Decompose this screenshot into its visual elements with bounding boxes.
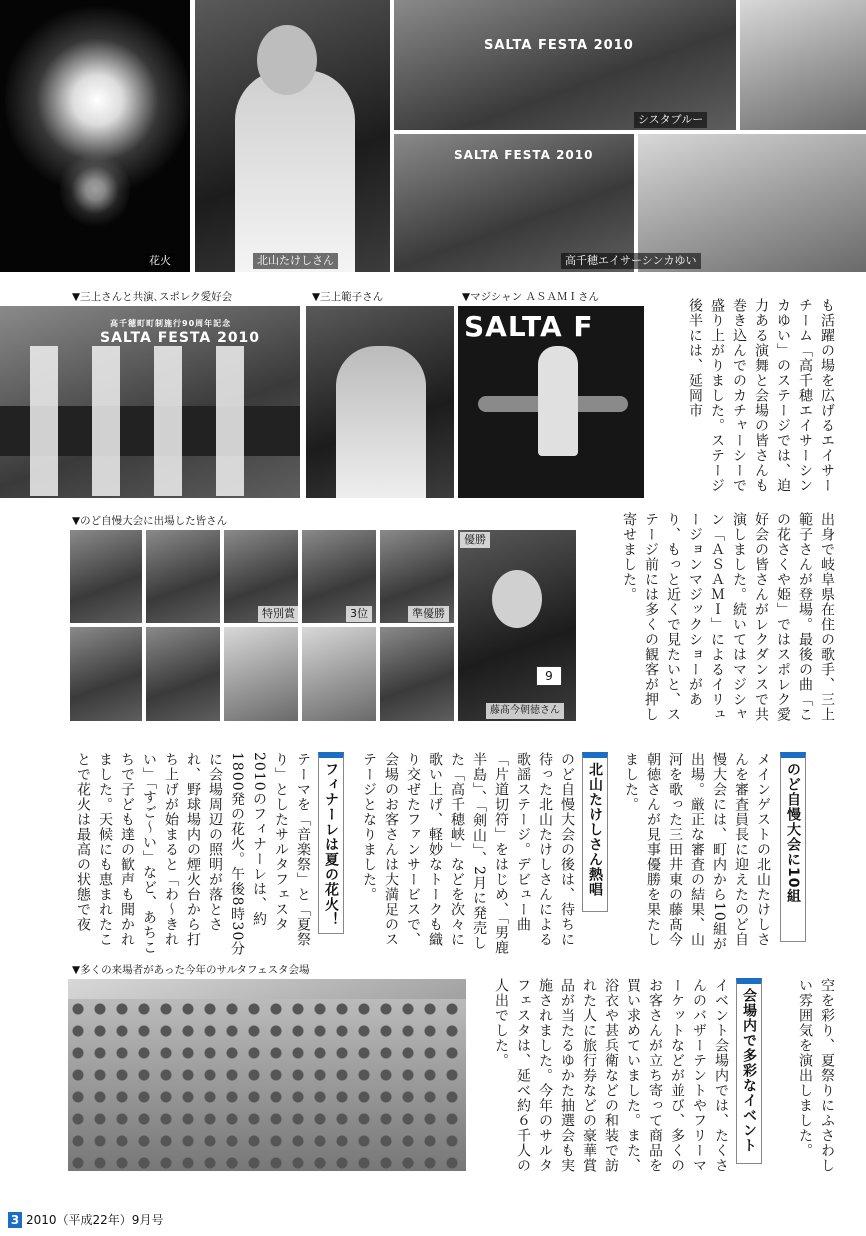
contestant-10 [380, 627, 454, 721]
magic-photo-label: ▼マジシャン ＡＳＡＭＩさん [462, 291, 599, 303]
magician-figure [538, 346, 578, 456]
contestant-5 [380, 530, 454, 623]
article-text-event: イベント会場内では、たくさんのバザーテントやフリーマーケットなどが並び、多くのお客さんが立ち寄って商品を買い求めていました。また、浴衣や甚兵衛などの和装で訪れた人に旅行券などの豪華賞品が当たるゆかた抽選会も実施されました。今年のサルタフェスタは、延べ約６千人の人出でした。 [493, 978, 729, 1173]
winner-photo [458, 530, 576, 721]
heading-finale: フィナーレは夏の花火！ [318, 752, 344, 934]
badge-third: 3位 [346, 606, 372, 622]
article-text-right-mid: 出身で岐阜県在住の歌手、三上範子さんが登場。最後の曲「この花さくや姫」ではスポレク愛好会の皆さんがレクダンスで共演しました。続いてはマジシャン「ＡＳＡＭＩ」によるイリュージョンマジックショーがあり、もっと近くで見たいと、ステージ前には多くの観客が押し寄せました。 [621, 512, 835, 722]
nodojiman-label: ▼のど自慢大会に出場した皆さん [72, 515, 228, 527]
article-text-bottom-right-top: 空を彩り、夏祭りにふさわしい雰囲気を演出しました。 [797, 978, 835, 1173]
number-card: 9 [536, 666, 562, 686]
article-text-right-top: も活躍の場を広げるエイサーチーム「高千穂エイサーシンカゆい」のステージでは、迫力ある演舞と会場の皆さんも巻き込んでのカチャーシーで盛り上がりました。ステージ後半には、延岡市 [687, 298, 835, 493]
winner-caption: 藤髙今朝徳さん [486, 703, 564, 719]
singer-photo-label: ▼三上範子さん [312, 291, 384, 303]
crowd-photo [68, 979, 466, 1171]
badge-special: 特別賞 [258, 606, 298, 622]
magic-photo [458, 306, 644, 498]
dance-photo-label: ▼三上さんと共演､スポレク愛好会 [72, 291, 233, 303]
contestant-9 [302, 627, 376, 721]
stage-banner: SALTA FESTA 2010 [484, 38, 634, 53]
badge-winner: 優勝 [460, 532, 490, 548]
fireworks-photo [0, 0, 190, 272]
performer-head [257, 25, 317, 95]
firework-burst-small [60, 150, 130, 230]
kitayama-photo [195, 0, 390, 272]
contestant-8 [224, 627, 298, 721]
article-text-nodojiman: メインゲストの北山たけしさんを審査員長に迎えたのど自慢大会には、町内から10組が出場。厳正な審査の結果、山河を歌った三田井東の藤髙今朝徳さんが見事優勝を果たしました。 [623, 752, 771, 952]
performer-figure [235, 70, 355, 272]
magic-banner: SALTA F [464, 310, 594, 343]
heading-event: 会場内で多彩なイベント [736, 978, 762, 1164]
contestant-2 [146, 530, 220, 623]
page-number: 3 [8, 1212, 22, 1228]
contestant-4 [302, 530, 376, 623]
dance-banner: SALTA FESTA 2010 [100, 330, 261, 346]
stage-dancer-photo [740, 0, 866, 130]
kitayama-caption: 北山たけしさん [253, 253, 338, 269]
contestant-7 [146, 627, 220, 721]
dance-banner-sub: 高千穂町町制施行90周年記念 [110, 319, 232, 328]
lion-dance-photo [638, 134, 866, 272]
crowd-texture [68, 999, 466, 1171]
heading-kitayama: 北山たけしさん熱唱 [582, 752, 608, 912]
contestant-3 [224, 530, 298, 623]
dancer-figures [30, 346, 270, 496]
article-text-kitayama: のど自慢大会の後は、待ちに待った北山たけしさんによる歌謡ステージ。デビュー曲「片道切符」をはじめ、「男鹿半島」、「剣山」、2月に発売した「高千穂峡」などを次々に歌い上げ、軽妙なトークも織り交ぜたファンサービスで、会場のお客さんは大満足のステージとなりました。 [361, 752, 575, 955]
singer-figure [336, 346, 426, 498]
badge-runner-up: 準優勝 [408, 606, 449, 622]
stage-banner-2: SALTA FESTA 2010 [454, 148, 594, 162]
issue-date: 2010（平成22年）9月号 [26, 1213, 164, 1227]
fireworks-caption: 花火 [145, 253, 175, 269]
article-text-finale: テーマを「音楽祭」と「夏祭り」としたサルタフェスタ2010のフィナーレは、約1800発の花火。午後8時30分に会場周辺の照明が落とされ、野球場内の煙火台から打ち上げが始まると「わ～きれい」「すご～い」など、あちこちで子ども達の歓声も聞かれました。天候にも恵まれたことで花火は最高の状態で夜 [75, 752, 311, 957]
heading-nodojiman: のど自慢大会に10組 [780, 752, 806, 942]
crowd-label: ▼多くの来場者があった今年のサルタフェスタ会場 [72, 964, 310, 976]
winner-head [492, 570, 542, 628]
stage1-caption: シスタブルー [634, 112, 707, 128]
contestant-6 [70, 627, 142, 721]
contestant-1 [70, 530, 142, 623]
eisa-caption: 高千穂エイサーシンカゆい [561, 253, 701, 269]
dance-photo [0, 306, 300, 498]
eisa-stage-photo [394, 134, 634, 272]
singer-photo [306, 306, 454, 498]
stage-photo-sister-blue [394, 0, 736, 130]
